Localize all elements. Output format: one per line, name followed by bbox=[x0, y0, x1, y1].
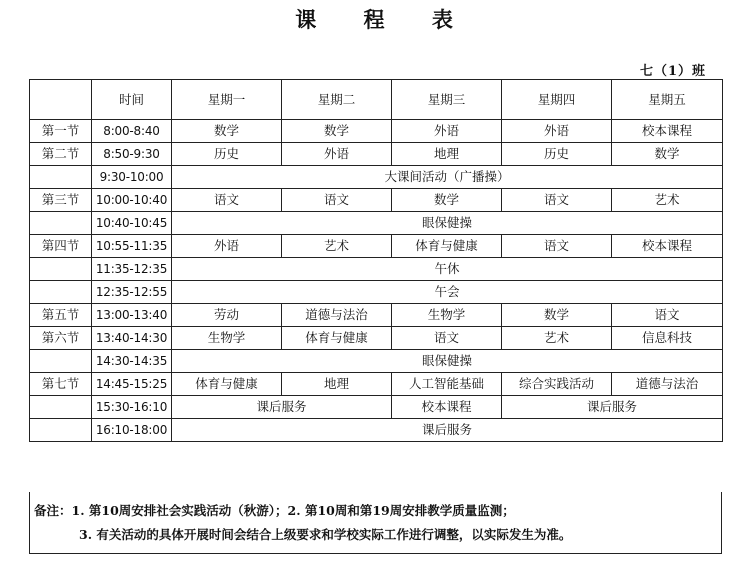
header-time: 时间 bbox=[92, 80, 172, 120]
course-cell: 艺术 bbox=[612, 189, 723, 212]
time-cell: 14:45-15:25 bbox=[92, 373, 172, 396]
course-cell: 生物学 bbox=[392, 304, 502, 327]
table-row bbox=[30, 143, 723, 166]
timetable bbox=[29, 79, 723, 442]
course-cell: 体育与健康 bbox=[172, 373, 282, 396]
course-cell: 校本课程 bbox=[612, 235, 723, 258]
time-cell: 10:55-11:35 bbox=[92, 235, 172, 258]
time-cell: 13:40-14:30 bbox=[92, 327, 172, 350]
time-cell: 16:10-18:00 bbox=[92, 419, 172, 442]
time-cell: 13:00-13:40 bbox=[92, 304, 172, 327]
period-cell: 第二节 bbox=[30, 143, 92, 166]
course-cell: 外语 bbox=[282, 143, 392, 166]
header-wednesday: 星期三 bbox=[392, 80, 502, 120]
title-char-3: 表 bbox=[431, 7, 455, 32]
period-cell: 第七节 bbox=[30, 373, 92, 396]
activity-cell: 大课间活动（广播操） bbox=[172, 166, 723, 189]
table-row bbox=[30, 419, 723, 442]
course-cell: 人工智能基础 bbox=[392, 373, 502, 396]
course-cell: 外语 bbox=[502, 120, 612, 143]
course-cell: 体育与健康 bbox=[282, 327, 392, 350]
table-row bbox=[30, 350, 723, 373]
activity-cell: 眼保健操 bbox=[172, 350, 723, 373]
header-monday: 星期一 bbox=[172, 80, 282, 120]
table-row bbox=[30, 327, 723, 350]
table-row bbox=[30, 212, 723, 235]
header-period bbox=[30, 80, 92, 120]
time-cell: 10:00-10:40 bbox=[92, 189, 172, 212]
class-label: 七（1）班 bbox=[639, 64, 706, 79]
course-cell: 校本课程 bbox=[392, 396, 502, 419]
table-row bbox=[30, 189, 723, 212]
course-cell: 语文 bbox=[392, 327, 502, 350]
title-char-1: 课 bbox=[295, 7, 319, 32]
course-cell: 外语 bbox=[172, 235, 282, 258]
table-row bbox=[30, 304, 723, 327]
course-cell: 数学 bbox=[392, 189, 502, 212]
course-cell: 历史 bbox=[172, 143, 282, 166]
header-thursday: 星期四 bbox=[502, 80, 612, 120]
course-cell: 语文 bbox=[172, 189, 282, 212]
period-cell: 第六节 bbox=[30, 327, 92, 350]
period-cell bbox=[30, 396, 92, 419]
table-row bbox=[30, 281, 723, 304]
table-row bbox=[30, 373, 723, 396]
period-cell bbox=[30, 166, 92, 189]
course-cell: 历史 bbox=[502, 143, 612, 166]
period-cell: 第四节 bbox=[30, 235, 92, 258]
period-cell bbox=[30, 419, 92, 442]
course-cell: 语文 bbox=[502, 235, 612, 258]
page-title bbox=[0, 4, 750, 34]
time-cell: 8:50-9:30 bbox=[92, 143, 172, 166]
period-cell: 第一节 bbox=[30, 120, 92, 143]
table-row bbox=[30, 235, 723, 258]
header-row bbox=[30, 80, 723, 120]
course-cell: 数学 bbox=[172, 120, 282, 143]
time-cell: 14:30-14:35 bbox=[92, 350, 172, 373]
period-cell: 第三节 bbox=[30, 189, 92, 212]
time-cell: 15:30-16:10 bbox=[92, 396, 172, 419]
period-cell bbox=[30, 350, 92, 373]
course-cell: 道德与法治 bbox=[612, 373, 723, 396]
course-cell: 校本课程 bbox=[612, 120, 723, 143]
header-tuesday: 星期二 bbox=[282, 80, 392, 120]
activity-cell: 午休 bbox=[172, 258, 723, 281]
course-cell: 综合实践活动 bbox=[502, 373, 612, 396]
course-cell: 外语 bbox=[392, 120, 502, 143]
period-cell: 第五节 bbox=[30, 304, 92, 327]
notes-box bbox=[29, 492, 722, 554]
course-cell: 生物学 bbox=[172, 327, 282, 350]
period-cell bbox=[30, 212, 92, 235]
course-cell: 道德与法治 bbox=[282, 304, 392, 327]
course-cell: 语文 bbox=[612, 304, 723, 327]
course-cell: 数学 bbox=[282, 120, 392, 143]
time-cell: 12:35-12:55 bbox=[92, 281, 172, 304]
period-cell bbox=[30, 258, 92, 281]
time-cell: 11:35-12:35 bbox=[92, 258, 172, 281]
table-row bbox=[30, 166, 723, 189]
course-cell: 数学 bbox=[502, 304, 612, 327]
activity-cell: 午会 bbox=[172, 281, 723, 304]
time-cell: 10:40-10:45 bbox=[92, 212, 172, 235]
activity-cell: 课后服务 bbox=[172, 396, 392, 419]
activity-cell: 课后服务 bbox=[502, 396, 723, 419]
course-cell: 地理 bbox=[392, 143, 502, 166]
time-cell: 9:30-10:00 bbox=[92, 166, 172, 189]
table-row bbox=[30, 258, 723, 281]
table-row bbox=[30, 120, 723, 143]
activity-cell: 眼保健操 bbox=[172, 212, 723, 235]
activity-cell: 课后服务 bbox=[172, 419, 723, 442]
course-cell: 语文 bbox=[282, 189, 392, 212]
course-cell: 信息科技 bbox=[612, 327, 723, 350]
notes-line-2: 3. 有关活动的具体开展时间会结合上级要求和学校实际工作进行调整，以实际发生为准。 bbox=[79, 527, 572, 542]
course-cell: 体育与健康 bbox=[392, 235, 502, 258]
course-cell: 劳动 bbox=[172, 304, 282, 327]
period-cell bbox=[30, 281, 92, 304]
header-friday: 星期五 bbox=[612, 80, 723, 120]
time-cell: 8:00-8:40 bbox=[92, 120, 172, 143]
course-cell: 艺术 bbox=[502, 327, 612, 350]
course-cell: 语文 bbox=[502, 189, 612, 212]
course-cell: 数学 bbox=[612, 143, 723, 166]
title-char-2: 程 bbox=[363, 7, 387, 32]
course-cell: 艺术 bbox=[282, 235, 392, 258]
notes-line-1: 备注：1. 第10周安排社会实践活动（秋游）；2. 第10周和第19周安排教学质量监测； bbox=[34, 503, 515, 518]
table-row bbox=[30, 396, 723, 419]
course-cell: 地理 bbox=[282, 373, 392, 396]
